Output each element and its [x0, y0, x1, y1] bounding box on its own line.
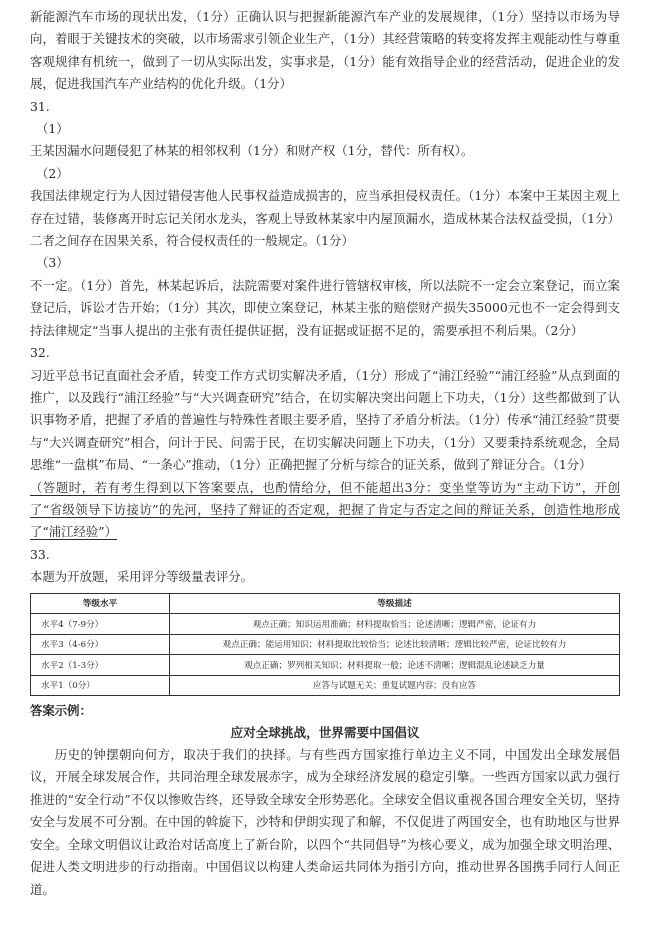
q33-intro: 本题为开放题，采用评分等级量表评分。	[30, 569, 254, 585]
answer-example-text: 历史的钟摆朝向何方，取决于我们的抉择。与有些西方国家推行单边主义不同，中国发出全球发展倡议，开展全球发展合作，共同治理全球发展赤字，成为全球经济发展的稳定引擎。一些西方国家以武力强行推进的“安全行动”不仅以惨败告终，还导致全球安全形势恶化。全球安全倡议重视各国合理安全关切，坚持安全与发展不可分割。在中国的斡旋下，沙特和伊朗实现了和解，不仅促进了两国安全，也有助地区与世界安全。全球文明倡议让政治对话高度上了新台阶，以四个“共同倡导”为核心要义，成为加强全球文明治理、促进人类文明进步的行动指南。中国倡议以构建人类命运共同体为指引方向，推动世界各国携手同行人间正道。	[30, 747, 620, 897]
q32-answer: 习近平总书记直面社会矛盾，转变工作方式切实解决矛盾，（1分）形成了“浦江经验”“浦江经验”从点到面的推广，以及践行“浦江经验”与“大兴调查研究”结合，在切实解决突出问题上下功夫，（1分）这些都做到了认识事物矛盾，把握了矛盾的普遍性与特殊性者眼主要矛盾，坚持了矛盾分析法。（1分）传承“浦江经验”贯要与“大兴调查研究”相合，问计于民、问需于民，在切实解决问题上下功夫，（1分）又要秉持系统观念，全局思维“一盘棋”布局、“一条心”推动，（1分）正确把握了分析与综合的证关系，做到了辩证分合。（1分）	[30, 367, 620, 473]
table-row	[31, 675, 620, 696]
rubric-desc: 应答与试题无关；重复试题内容；没有应答	[170, 675, 620, 696]
q31-part-2-answer: 我国法律规定行为人因过错侵害他人民事权益造成损害的，应当承担侵权责任。（1分）本案中王某因主观上存在过错，装修离开时忘记关闭水龙头，客观上导致林某家中内屋顶漏水，造成林某合法权益受损，（1分）二者之间存在因果关系，符合侵权责任的一般规定。（1分）	[30, 188, 620, 249]
answer-example-label: 答案示例：	[30, 703, 92, 719]
q31-number: 31.	[30, 98, 50, 114]
rubric-desc: 观点正确；罗列相关知识；材料提取一般；论述不清晰；逻辑混乱论述缺乏力量	[170, 655, 620, 676]
grading-rubric-table	[30, 593, 620, 697]
rubric-level: 水平4（7-9分）	[31, 614, 170, 635]
q31-part-3-label: （3）	[36, 255, 69, 271]
q33-number: 33.	[30, 546, 50, 562]
q32-scoring-note: （答题时，若有考生得到以下答案要点，也酌情给分，但不能超出3分：变坐堂等访为“主动下访”，开创了“省级领导下访接访”的先河，坚持了辩证的否定观，把握了肯定与否定之间的辩证关系，创造性地形成了“浦江经验”）	[30, 479, 620, 540]
rubric-header-row	[31, 593, 620, 614]
q30-answer-tail: 新能源汽车市场的现状出发，（1分）正确认识与把握新能源汽车产业的发展规律，（1分）坚持以市场为导向，着眼于关键技术的突破，以市场需求引领企业生产，（1分）其经营策略的转变将发挥主观能动性与尊重客观规律有机统一，做到了一切从实际出发，实事求是，（1分）能有效指导企业的经营活动，促进企业的发展，促进我国汽车产业结构的优化升级。（1分）	[30, 9, 620, 92]
rubric-header-desc: 等级描述	[170, 593, 620, 614]
table-row	[31, 634, 620, 655]
table-row	[31, 655, 620, 676]
rubric-level: 水平1（0分）	[31, 675, 170, 696]
answer-example-title: 应对全球挑战，世界需要中国倡议	[230, 725, 420, 741]
q31-part-1-answer: 王某因漏水问题侵犯了林某的相邻权利（1分）和财产权（1分，替代：所有权）。	[30, 143, 474, 159]
rubric-desc: 观点正确；知识运用准确；材料提取恰当；论述清晰；逻辑严密，论证有力	[170, 614, 620, 635]
q31-part-3-answer: 不一定。（1分）首先，林某起诉后，法院需要对案件进行管辖权审核，所以法院不一定会立案登记，而立案登记后，诉讼才告开始；（1分）其次，即使立案登记，林某主张的赔偿财产损失35000元也不一定会得到支持法律规定“当事人提出的主张有责任提供证据，没有证据或证据不足的，需要承担不利后果。（2分）	[30, 277, 620, 338]
q31-part-2-label: （2）	[36, 165, 69, 181]
rubric-desc: 观点正确；能运用知识；材料提取比较恰当；论述比较清晰；逻辑比较严密，论证比较有力	[170, 634, 620, 655]
q32-number: 32.	[30, 345, 50, 361]
table-row	[31, 614, 620, 635]
rubric-level: 水平2（1-3分）	[31, 655, 170, 676]
rubric-header-level: 等级水平	[31, 593, 170, 614]
q31-part-1-label: （1）	[36, 121, 69, 137]
rubric-level: 水平3（4-6分）	[31, 634, 170, 655]
